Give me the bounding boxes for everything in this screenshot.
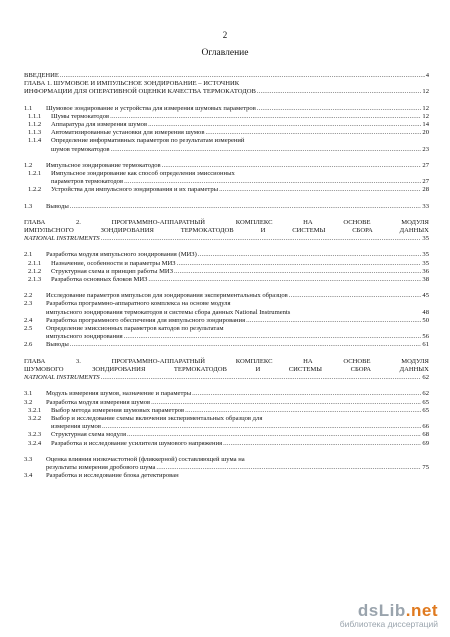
toc-entry-text: Автоматизированные установки для измерения шумов bbox=[51, 129, 205, 137]
toc-chapter-word: ГЛАВА bbox=[24, 218, 46, 226]
toc-entry-text: NATIONAL INSTRUMENTS bbox=[24, 235, 100, 243]
toc-page-number: 28 bbox=[422, 186, 429, 194]
toc-entry[interactable] bbox=[24, 333, 429, 341]
toc-entry-number: 2.1 bbox=[24, 251, 33, 259]
toc-leader-dots bbox=[101, 235, 422, 243]
toc-page-number: 69 bbox=[422, 439, 429, 447]
toc-chapter-word: ОСНОВЕ bbox=[343, 357, 371, 365]
toc-entry-number: 2.5 bbox=[24, 325, 33, 333]
toc-entry-number: 3.2.3 bbox=[28, 431, 42, 439]
toc-entry-text: Разработка модуля измерения шумов bbox=[46, 398, 151, 406]
toc-leader-dots bbox=[70, 203, 422, 211]
toc-entry-text: Разработка и исследование усилителя шумового напряжения bbox=[51, 439, 223, 447]
toc-leader-dots bbox=[60, 72, 425, 80]
toc-page-number: 75 bbox=[422, 463, 429, 471]
toc-page-number: 48 bbox=[422, 308, 429, 316]
toc-entry-number: 3.2.2 bbox=[28, 414, 42, 422]
toc-chapter-word: НА bbox=[303, 218, 313, 226]
toc-page-number: 65 bbox=[422, 398, 429, 406]
toc-entry-text: NATIONAL INSTRUMENTS bbox=[24, 374, 100, 382]
toc-entry-text: Структурная схема модуля bbox=[51, 431, 126, 439]
toc-entry-text: Шумовое зондирование и устройства для измерения шумовых параметров bbox=[46, 104, 256, 112]
toc-page-number: 45 bbox=[422, 292, 429, 300]
toc-chapter-heading bbox=[24, 366, 429, 374]
toc-entry-line bbox=[24, 415, 429, 423]
toc-page-number: 23 bbox=[422, 145, 429, 153]
toc-leader-dots bbox=[110, 113, 421, 121]
toc-gap bbox=[24, 154, 429, 162]
toc-entry[interactable] bbox=[24, 113, 429, 121]
toc-entry-line bbox=[24, 472, 429, 480]
toc-chapter-word: ОСНОВЕ bbox=[343, 218, 371, 226]
toc-page-number: 62 bbox=[422, 390, 429, 398]
toc-chapter-word: СБОРА bbox=[350, 365, 372, 373]
toc-title: Оглавление bbox=[201, 48, 249, 58]
toc-chapter-word: ИМПУЛЬСНОГО bbox=[24, 227, 74, 235]
toc-chapter-word: ГЛАВА bbox=[24, 357, 46, 365]
toc-entry-number: 1.1.1 bbox=[28, 112, 42, 120]
toc-page-number: 65 bbox=[422, 406, 429, 414]
toc-page-number: 27 bbox=[422, 161, 429, 169]
table-of-contents bbox=[24, 72, 429, 480]
toc-chapter-word: ЗОНДИРОВАНИЯ bbox=[92, 365, 146, 373]
toc-gap bbox=[24, 448, 429, 456]
toc-entry[interactable] bbox=[24, 186, 429, 194]
toc-chapter-word: ДАННЫХ bbox=[399, 227, 429, 235]
toc-entry-text: параметров термокатодов bbox=[51, 178, 124, 186]
toc-chapter-word: ТЕРМОКАТОДОВ bbox=[180, 227, 234, 235]
toc-entry-text: Разработка и исследование блока детектирован bbox=[46, 472, 179, 480]
toc-chapter-word: ТЕРМОКАТОДОВ bbox=[173, 365, 227, 373]
toc-gap bbox=[24, 284, 429, 292]
toc-chapter-word: 3. bbox=[75, 357, 81, 365]
toc-entry-text: измерения шумов bbox=[51, 423, 101, 431]
toc-entry-number: 1.2.2 bbox=[28, 186, 42, 194]
toc-leader-dots bbox=[257, 88, 422, 96]
toc-chapter-word: ЗОНДИРОВАНИЯ bbox=[100, 227, 154, 235]
toc-entry[interactable] bbox=[24, 72, 429, 80]
toc-entry[interactable] bbox=[24, 235, 429, 243]
toc-entry[interactable] bbox=[24, 105, 429, 113]
toc-leader-dots bbox=[127, 431, 421, 439]
toc-entry-text: Устройства для импульсного зондирования и их параметры bbox=[51, 186, 219, 194]
toc-entry-text: импульсного зондирования bbox=[46, 333, 123, 341]
toc-entry-number: 3.2.1 bbox=[28, 406, 42, 414]
toc-gap bbox=[24, 382, 429, 390]
toc-page-number: 36 bbox=[422, 267, 429, 275]
toc-entry[interactable] bbox=[24, 317, 429, 325]
toc-leader-dots bbox=[148, 276, 421, 284]
toc-entry-text: Разработка программного обеспечения для импульсного зондирования bbox=[46, 316, 246, 324]
toc-leader-dots bbox=[101, 374, 422, 382]
toc-chapter-word: СБОРА bbox=[352, 227, 373, 235]
toc-entry-text: Разработка модуля импульсного зондирования (МИЗ) bbox=[46, 251, 197, 259]
watermark bbox=[340, 601, 438, 629]
toc-page-number: 68 bbox=[422, 431, 429, 439]
page-number: 2 bbox=[222, 30, 228, 40]
toc-entry[interactable] bbox=[24, 162, 429, 170]
toc-entry[interactable] bbox=[24, 203, 429, 211]
toc-entry-text: шумов термокатодов bbox=[51, 145, 110, 153]
toc-leader-dots bbox=[111, 146, 422, 154]
toc-entry-text: Определение эмиссионных параметров катодов по результатам bbox=[46, 325, 224, 333]
toc-entry-text: результаты измерения дробового шума bbox=[46, 463, 156, 471]
toc-leader-dots bbox=[185, 407, 421, 415]
toc-entry-text: ИНФОРМАЦИИ ДЛЯ ОПЕРАТИВНОЙ ОЦЕНКИ КАЧЕСТВА ТЕРМОКАТОДОВ bbox=[24, 88, 256, 96]
toc-entry[interactable] bbox=[24, 341, 429, 349]
toc-entry-number: 1.2 bbox=[24, 161, 33, 169]
toc-chapter-word: КОМПЛЕКС bbox=[235, 357, 273, 365]
toc-page-number: 62 bbox=[422, 374, 429, 382]
toc-chapter-word: И bbox=[255, 365, 261, 373]
toc-entry-number: 2.1.3 bbox=[28, 276, 42, 284]
toc-chapter-heading bbox=[24, 227, 429, 235]
toc-page-number: 4 bbox=[425, 72, 429, 79]
toc-entry[interactable] bbox=[24, 464, 429, 472]
toc-entry-text: Модуль измерения шумов, назначение и параметры bbox=[46, 390, 192, 398]
toc-entry[interactable] bbox=[24, 178, 429, 186]
toc-chapter-word: МОДУЛЯ bbox=[401, 357, 429, 365]
toc-chapter-word: МОДУЛЯ bbox=[401, 218, 429, 226]
toc-entry-text: Импульсное зондирование термокатодов bbox=[46, 161, 161, 169]
toc-entry[interactable] bbox=[24, 407, 429, 415]
toc-gap bbox=[24, 211, 429, 219]
toc-page-number: 35 bbox=[422, 251, 429, 259]
toc-entry-number: 1.1.3 bbox=[28, 129, 42, 137]
toc-entry[interactable] bbox=[24, 431, 429, 439]
toc-entry[interactable] bbox=[24, 440, 429, 448]
toc-chapter-word: ШУМОВОГО bbox=[24, 365, 64, 373]
toc-entry-text: Оценка влияния низкочастотной (фликкерной) составляющей шума на bbox=[46, 455, 245, 463]
toc-leader-dots bbox=[246, 317, 421, 325]
toc-entry[interactable] bbox=[24, 121, 429, 129]
toc-leader-dots bbox=[223, 440, 421, 448]
toc-page-number: 12 bbox=[422, 104, 429, 112]
toc-page-number: 27 bbox=[422, 178, 429, 186]
toc-leader-dots bbox=[257, 105, 422, 113]
toc-leader-dots bbox=[198, 251, 422, 259]
toc-entry-number: 2.1.2 bbox=[28, 267, 42, 275]
toc-gap bbox=[24, 350, 429, 358]
toc-entry[interactable] bbox=[24, 146, 429, 154]
toc-entry-line bbox=[24, 300, 429, 308]
toc-gap bbox=[24, 243, 429, 251]
toc-entry-number: 2.6 bbox=[24, 341, 33, 349]
toc-entry-number: 3.3 bbox=[24, 455, 33, 463]
toc-entry[interactable] bbox=[24, 129, 429, 137]
toc-entry[interactable] bbox=[24, 390, 429, 398]
toc-entry[interactable] bbox=[24, 423, 429, 431]
toc-page-number: 12 bbox=[422, 112, 429, 120]
toc-chapter-word: 2. bbox=[75, 218, 81, 226]
toc-entry-number: 1.1.4 bbox=[28, 137, 42, 145]
toc-page-number: 35 bbox=[422, 235, 429, 243]
toc-chapter-word: НА bbox=[303, 357, 313, 365]
toc-leader-dots bbox=[289, 292, 422, 300]
toc-leader-dots bbox=[177, 260, 422, 268]
toc-page-number: 56 bbox=[422, 333, 429, 341]
toc-entry-text: ГЛАВА 1. ШУМОВОЕ И ИМПУЛЬСНОЕ ЗОНДИРОВАНИЕ – ИСТОЧНИК bbox=[24, 80, 240, 88]
toc-leader-dots bbox=[124, 333, 422, 341]
toc-page-number: 61 bbox=[422, 341, 429, 349]
toc-leader-dots bbox=[148, 121, 421, 129]
toc-entry[interactable] bbox=[24, 292, 429, 300]
toc-entry-text: Разработка программно-аппаратного комплекса на основе модуля bbox=[46, 300, 231, 308]
toc-entry-text: Выбор и исследование схемы включения экспериментальных образцов для bbox=[51, 414, 263, 422]
toc-leader-dots bbox=[219, 186, 421, 194]
toc-leader-dots bbox=[156, 464, 421, 472]
toc-entry-text: импульсного зондирования термокатодов и системы сбора данных National Instruments bbox=[46, 308, 291, 316]
toc-chapter-word: ПРОГРАММНО-АППАРАТНЫЙ bbox=[111, 357, 206, 365]
toc-entry-text: ВВЕДЕНИЕ bbox=[24, 72, 59, 79]
toc-page-number: 35 bbox=[422, 259, 429, 267]
toc-leader-dots bbox=[205, 129, 421, 137]
watermark-logo: dsLib.net bbox=[357, 601, 438, 620]
toc-page-number: 66 bbox=[422, 423, 429, 431]
toc-entry-text: Выбор метода измерения шумовых параметров bbox=[51, 406, 185, 414]
toc-entry[interactable] bbox=[24, 309, 429, 317]
watermark-subtitle: библиотека диссертаций bbox=[339, 619, 438, 629]
toc-entry-number: 2.4 bbox=[24, 316, 33, 324]
toc-entry-line bbox=[24, 325, 429, 333]
toc-page-number: 20 bbox=[422, 129, 429, 137]
toc-entry-number: 3.2 bbox=[24, 398, 33, 406]
toc-entry[interactable] bbox=[24, 276, 429, 284]
toc-leader-dots bbox=[124, 178, 421, 186]
toc-entry-text: Импульсное зондирование как способ определения эмиссионных bbox=[51, 170, 235, 178]
toc-chapter-word: СИСТЕМЫ bbox=[292, 227, 326, 235]
toc-entry-number: 1.3 bbox=[24, 202, 33, 210]
toc-chapter-heading bbox=[24, 219, 429, 227]
toc-chapter-word: ДАННЫХ bbox=[399, 365, 429, 373]
toc-entry[interactable] bbox=[24, 399, 429, 407]
toc-page-number: 38 bbox=[422, 276, 429, 284]
toc-entry-text: Выводы bbox=[46, 202, 69, 210]
toc-leader-dots bbox=[70, 341, 422, 349]
toc-entry[interactable] bbox=[24, 260, 429, 268]
toc-entry-number: 2.1.1 bbox=[28, 259, 42, 267]
toc-entry-line bbox=[24, 137, 429, 145]
toc-entry-text: Назначение, особенности и параметры МИЗ bbox=[51, 259, 176, 267]
toc-entry-number: 1.2.1 bbox=[28, 170, 42, 178]
toc-entry-text: Структурная схема и принцип работы МИЗ bbox=[51, 267, 173, 275]
toc-entry-number: 1.1 bbox=[24, 104, 33, 112]
toc-entry-text: Шумы термокатодов bbox=[51, 112, 110, 120]
toc-leader-dots bbox=[151, 399, 421, 407]
toc-entry-text: Выводы bbox=[46, 341, 69, 349]
toc-entry-number: 3.1 bbox=[24, 390, 33, 398]
toc-leader-dots bbox=[162, 162, 422, 170]
toc-page-number: 12 bbox=[422, 88, 429, 96]
toc-entry-number: 2.3 bbox=[24, 300, 33, 308]
toc-gap bbox=[24, 195, 429, 203]
toc-gap bbox=[24, 97, 429, 105]
toc-entry[interactable] bbox=[24, 251, 429, 259]
toc-entry-line bbox=[24, 170, 429, 178]
toc-leader-dots bbox=[192, 390, 421, 398]
toc-entry-text: Определение информативных параметров по результатам измерений bbox=[51, 137, 245, 145]
toc-entry-number: 3.4 bbox=[24, 472, 33, 480]
toc-chapter-word: СИСТЕМЫ bbox=[288, 365, 322, 373]
toc-entry[interactable] bbox=[24, 374, 429, 382]
toc-page-number: 50 bbox=[422, 316, 429, 324]
toc-entry-line bbox=[24, 456, 429, 464]
toc-chapter-word: И bbox=[260, 227, 266, 235]
toc-chapter-heading bbox=[24, 358, 429, 366]
toc-entry[interactable] bbox=[24, 88, 429, 96]
toc-entry-text: Исследование параметров импульсов для зондирования экспериментальных образцов bbox=[46, 292, 288, 300]
toc-entry-number: 3.2.4 bbox=[28, 439, 42, 447]
toc-entry[interactable] bbox=[24, 268, 429, 276]
toc-page-number: 14 bbox=[422, 121, 429, 129]
toc-entry-number: 2.2 bbox=[24, 292, 33, 300]
toc-entry-number: 1.1.2 bbox=[28, 121, 42, 129]
toc-page-number: 33 bbox=[422, 202, 429, 210]
toc-entry-text: Аппаратура для измерения шумов bbox=[51, 121, 148, 129]
toc-leader-dots bbox=[174, 268, 421, 276]
toc-entry-text: Разработка основных блоков МИЗ bbox=[51, 276, 148, 284]
toc-chapter-word: КОМПЛЕКС bbox=[235, 218, 273, 226]
toc-leader-dots bbox=[102, 423, 421, 431]
toc-chapter-word: ПРОГРАММНО-АППАРАТНЫЙ bbox=[111, 218, 206, 226]
